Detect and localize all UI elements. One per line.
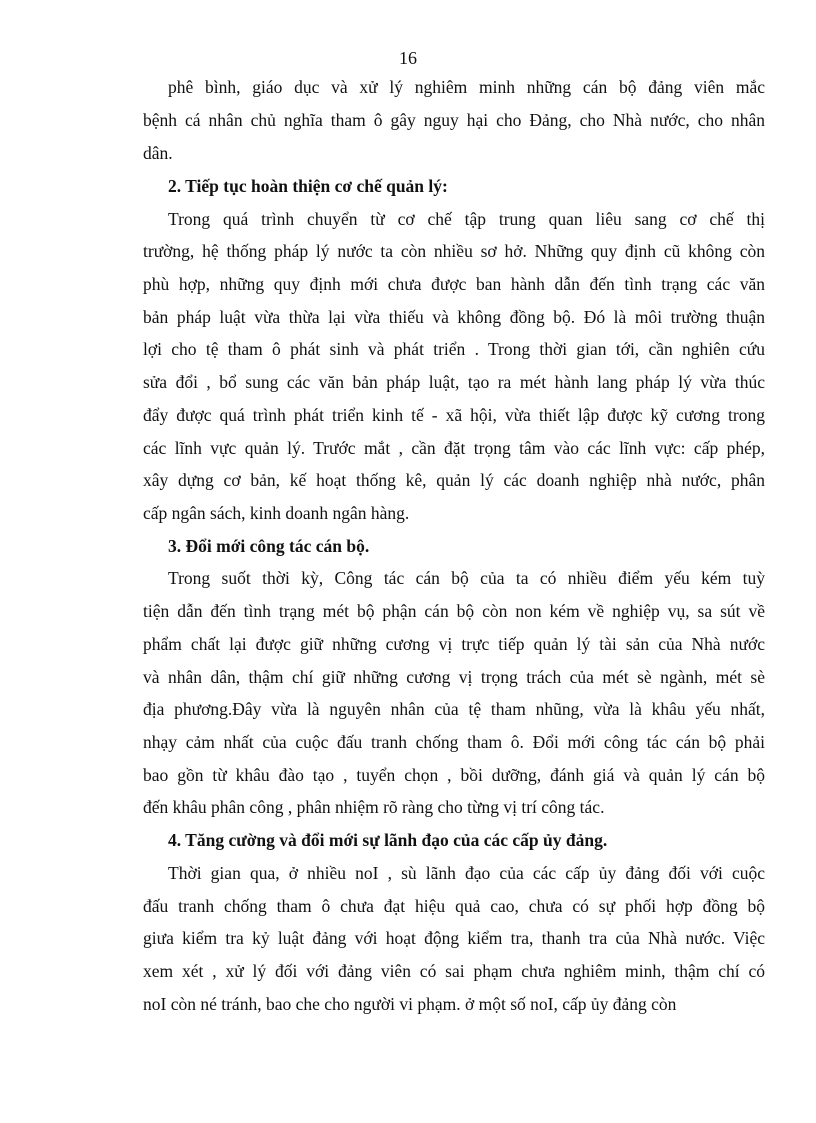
section-heading: 2. Tiếp tục hoàn thiện cơ chế quản lý: [168, 176, 448, 196]
text-line: bao gồn từ khâu đào tạo , tuyển chọn , bồi dưỡng, đánh giá và quản lý cán bộ [143, 765, 765, 785]
text-line: lợi cho tệ tham ô phát sinh và phát triển . Trong thời gian tới, cần nghiên cứu [143, 339, 765, 359]
text-line: giưa kiểm tra kỷ luật đảng với hoạt động kiểm tra, thanh tra của Nhà nước. Việc [143, 928, 765, 948]
text-line: xem xét , xử lý đối với đảng viên có sai phạm chưa nghiêm minh, thậm chí có [143, 961, 765, 981]
text-line: Trong suốt thời kỳ, Công tác cán bộ của ta có nhiều điểm yếu kém tuỳ [168, 568, 765, 588]
text-line: tiện dẫn đến tình trạng mét bộ phận cán bộ còn non kém về nghiệp vụ, sa sút về [143, 601, 765, 621]
text-line: đến khâu phân công , phân nhiệm rõ ràng cho từng vị trí công tác. [143, 797, 605, 817]
text-line: cấp ngân sách, kinh doanh ngân hàng. [143, 503, 410, 523]
text-line: dân. [143, 143, 173, 163]
text-line: trường, hệ thống pháp lý nước ta còn nhiều sơ hở. Những quy định cũ không còn [143, 241, 765, 261]
text-line: đẩy được quá trình phát triển kinh tế - xã hội, vừa thiết lập được kỹ cương trong [143, 405, 765, 425]
text-line: Thời gian qua, ở nhiều noI , sù lãnh đạo của các cấp ủy đảng đối với cuộc [168, 863, 765, 883]
text-line: và nhân dân, thậm chí giữ những cương vị trọng trách của mét sè ngành, mét sè [143, 667, 765, 687]
text-line: bản pháp luật vừa thừa lại vừa thiếu và không đồng bộ. Đó là môi trường thuận [143, 307, 765, 327]
text-line: nhạy cảm nhất của cuộc đấu tranh chống tham ô. Đổi mới công tác cán bộ phải [143, 732, 765, 752]
text-line: noI còn né tránh, bao che cho người vi phạm. ở một số noI, cấp ủy đảng còn [143, 994, 677, 1014]
text-line: Trong quá trình chuyển từ cơ chế tập trung quan liêu sang cơ chế thị [168, 209, 765, 229]
text-line: địa phương.Đây vừa là nguyên nhân của tệ tham nhũng, vừa là khâu yếu nhất, [143, 699, 765, 719]
text-line: sửa đổi , bổ sung các văn bản pháp luật, tạo ra mét hành lang pháp lý vừa thúc [143, 372, 765, 392]
text-line: xây dựng cơ bản, kế hoạt thống kê, quản lý các doanh nghiệp nhà nước, phân [143, 470, 765, 490]
section-heading: 4. Tăng cường và đổi mới sự lãnh đạo của các cấp ủy đảng. [168, 830, 608, 850]
text-line: phù hợp, những quy định mới chưa được ban hành dẫn đến tình trạng các văn [143, 274, 765, 294]
text-line: các lĩnh vực quản lý. Trước mắt , cần đặt trọng tâm vào các lĩnh vực: cấp phép, [143, 438, 765, 458]
text-line: phẩm chất lại được giữ những cương vị trực tiếp quản lý tài sản của Nhà nước [143, 634, 765, 654]
text-line: đấu tranh chống tham ô chưa đạt hiệu quả cao, chưa có sự phối hợp đồng bộ [143, 896, 765, 916]
text-line: bệnh cá nhân chủ nghĩa tham ô gây nguy hại cho Đảng, cho Nhà nước, cho nhân [143, 110, 765, 130]
section-heading: 3. Đổi mới công tác cán bộ. [168, 536, 370, 556]
text-line: phê bình, giáo dục và xử lý nghiêm minh những cán bộ đảng viên mắc [168, 77, 765, 97]
page-number: 16 [399, 48, 417, 68]
